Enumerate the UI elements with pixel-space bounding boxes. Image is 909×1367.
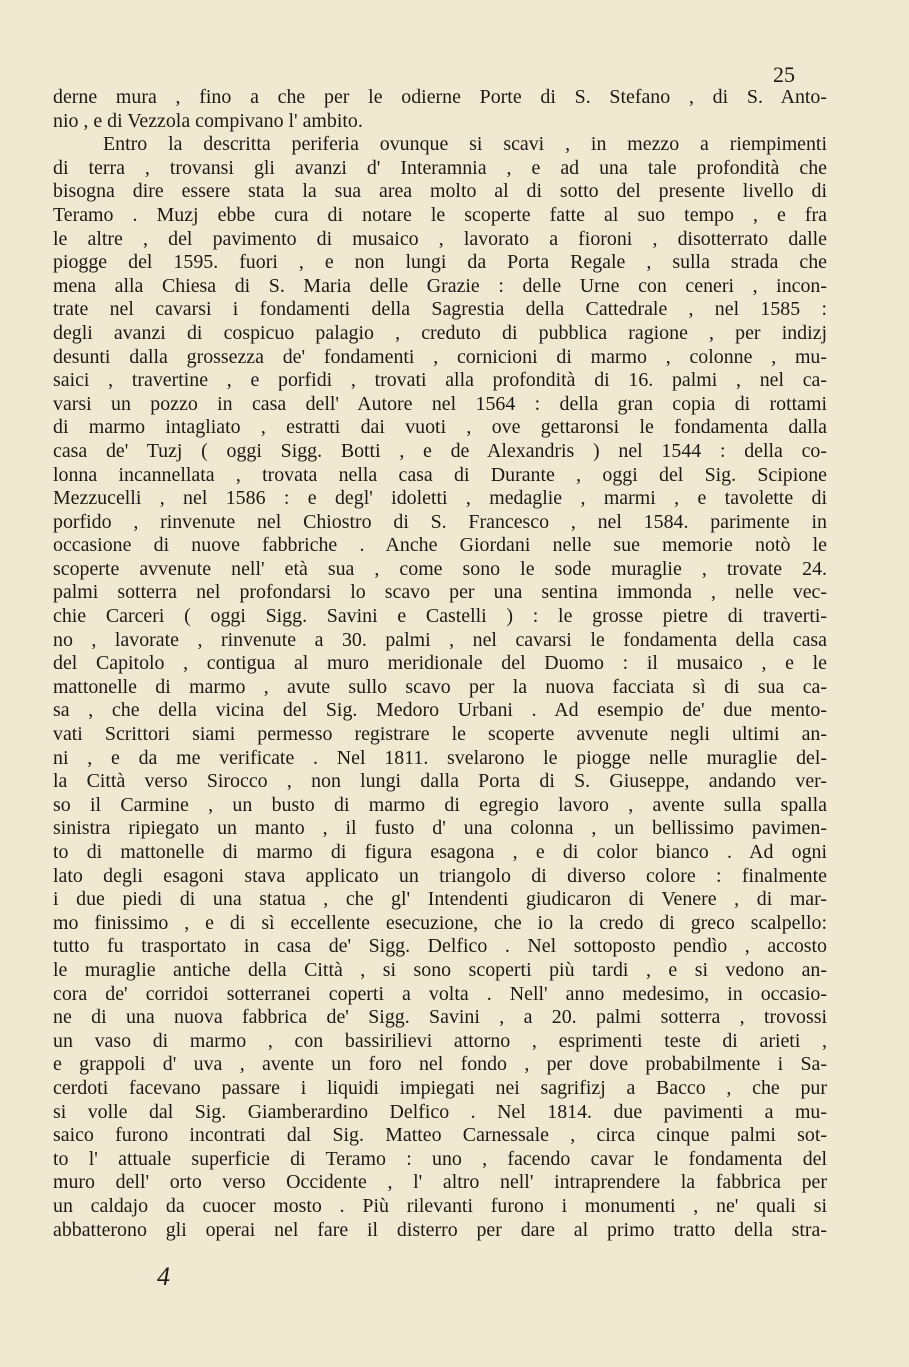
text-line: saico furono incontrati dal Sig. Matteo Carnessale , circa cinque palmi sot- <box>53 1124 827 1147</box>
text-line: mena alla Chiesa di S. Maria delle Grazie : delle Urne con ceneri , incon- <box>53 274 827 297</box>
text-line: bisogna dire essere stata la sua area molto al di sotto del presente livello di <box>53 180 827 203</box>
text-line: tutto fu trasportato in casa de' Sigg. Delfico . Nel sottoposto pendìo , accosto <box>53 935 827 958</box>
text-line: degli avanzi di cospicuo palagio , creduto di pubblica ragione , per indizj <box>53 321 827 344</box>
text-line: sinistra ripiegato un manto , il fusto d' una colonna , un bellissimo pavimen- <box>53 817 827 840</box>
text-line: cerdoti facevano passare i liquidi impiegati nei sagrifizj a Bacco , che pur <box>53 1076 827 1099</box>
text-line: vati Scrittori siami permesso registrare le scoperte avvenute negli ultimi an- <box>53 723 827 746</box>
text-line: varsi un pozzo in casa dell' Autore nel 1564 : della gran copia di rottami <box>53 392 827 415</box>
text-line: ni , e da me verificate . Nel 1811. svelarono le piogge nelle muraglie del- <box>53 746 827 769</box>
text-line: cora de' corridoi sotterranei coperti a volta . Nell' anno medesimo, in occasio- <box>53 982 827 1005</box>
text-line: saici , travertine , e porfidi , trovati alla profondità di 16. palmi , nel ca- <box>53 369 827 392</box>
text-line: porfido , rinvenute nel Chiostro di S. Francesco , nel 1584. parimente in <box>53 510 827 533</box>
text-line: Entro la descritta periferia ovunque si scavi , in mezzo a riempimenti <box>103 133 827 156</box>
text-line: lonna incannellata , trovata nella casa di Durante , oggi del Sig. Scipione <box>53 463 827 486</box>
text-line: le altre , del pavimento di musaico , lavorato a fioroni , disotterrato dalle <box>53 227 827 250</box>
text-line: nio , e di Vezzola compivano l' ambito. <box>53 109 363 132</box>
text-line: chie Carceri ( oggi Sigg. Savini e Castelli ) : le grosse pietre di traverti- <box>53 605 827 628</box>
text-line: ne di una nuova fabbrica de' Sigg. Savini , a 20. palmi sotterra , trovossi <box>53 1006 827 1029</box>
text-line: to di mattonelle di marmo di figura esagona , e di color bianco . Ad ogni <box>53 841 827 863</box>
text-line: e grappoli d' uva , avente un foro nel fondo , per dove probabilmente i Sa- <box>53 1053 827 1076</box>
text-line: desunti dalla grossezza de' fondamenti , cornicioni di marmo , colonne , mu- <box>53 345 827 368</box>
text-line: derne mura , fino a che per le odierne Porte di S. Stefano , di S. Anto- <box>53 86 827 108</box>
text-line: mattonelle di marmo , avute sullo scavo per la nuova facciata sì di sua ca- <box>53 675 827 698</box>
text-line: si volle dal Sig. Giamberardino Delfico . Nel 1814. due pavimenti a mu- <box>53 1100 827 1123</box>
text-line: so il Carmine , un busto di marmo di egregio lavoro , avente sulla spalla <box>53 793 827 816</box>
text-line: to l' attuale superficie di Teramo : uno , facendo cavar le fondamenta del <box>53 1147 827 1170</box>
text-line: le muraglie antiche della Città , si sono scoperti più tardi , e si vedono an- <box>53 958 827 981</box>
text-line: Mezzucelli , nel 1586 : e degl' idoletti , medaglie , marmi , e tavolette di <box>53 487 827 510</box>
text-line: no , lavorate , rinvenute a 30. palmi , nel cavarsi le fondamenta della casa <box>53 628 827 651</box>
text-line: la Città verso Sirocco , non lungi dalla Porta di S. Giuseppe, andando ver- <box>53 770 827 793</box>
text-line: i due piedi di una statua , che gl' Intendenti giudicaron di Venere , di mar- <box>53 888 827 911</box>
text-line: trate nel cavarsi i fondamenti della Sagrestia della Cattedrale , nel 1585 : <box>53 298 827 321</box>
text-line: del Capitolo , contigua al muro meridionale del Duomo : il musaico , e le <box>53 652 827 675</box>
text-line: scoperte avvenute nell' età sua , come sono le sode muraglie , trovate 24. <box>53 557 827 580</box>
text-line: sa , che della vicina del Sig. Medoro Urbani . Ad esempio de' due mento- <box>53 699 827 722</box>
page-number: 25 <box>773 62 795 87</box>
signature-mark: 4 <box>157 1262 170 1291</box>
text-line: un caldajo da cuocer mosto . Più rilevanti furono i monumenti , ne' quali si <box>53 1194 827 1217</box>
body-text <box>53 86 827 1242</box>
text-line: di marmo intagliato , estratti dai vuoti , ove gettaronsi le fondamenta dalla <box>53 416 827 439</box>
text-line: di terra , trovansi gli avanzi d' Interamnia , e ad una tale profondità che <box>53 156 827 179</box>
text-line: muro dell' orto verso Occidente , l' altro nell' intraprendere la fabbrica per <box>53 1171 827 1194</box>
text-line: un vaso di marmo , con bassirilievi attorno , esprimenti teste di arieti , <box>53 1029 827 1052</box>
text-line: palmi sotterra nel profondarsi lo scavo per una sentina immonda , nelle vec- <box>53 581 827 604</box>
text-line: piogge del 1595. fuori , e non lungi da Porta Regale , sulla strada che <box>53 251 827 274</box>
text-line: mo finissimo , e di sì eccellente esecuzione, che io la credo di greco scalpello: <box>53 911 827 934</box>
text-line: casa de' Tuzj ( oggi Sigg. Botti , e de Alexandris ) nel 1544 : della co- <box>53 439 827 462</box>
text-line: occasione di nuove fabbriche . Anche Giordani nelle sue memorie notò le <box>53 534 827 557</box>
text-line: Teramo . Muzj ebbe cura di notare le scoperte fatte al suo tempo , e fra <box>53 203 827 226</box>
text-line: lato degli esagoni stava applicato un triangolo di diverso colore : finalmente <box>53 864 827 887</box>
text-line: abbatterono gli operai nel fare il disterro per dare al primo tratto della stra- <box>53 1218 827 1241</box>
